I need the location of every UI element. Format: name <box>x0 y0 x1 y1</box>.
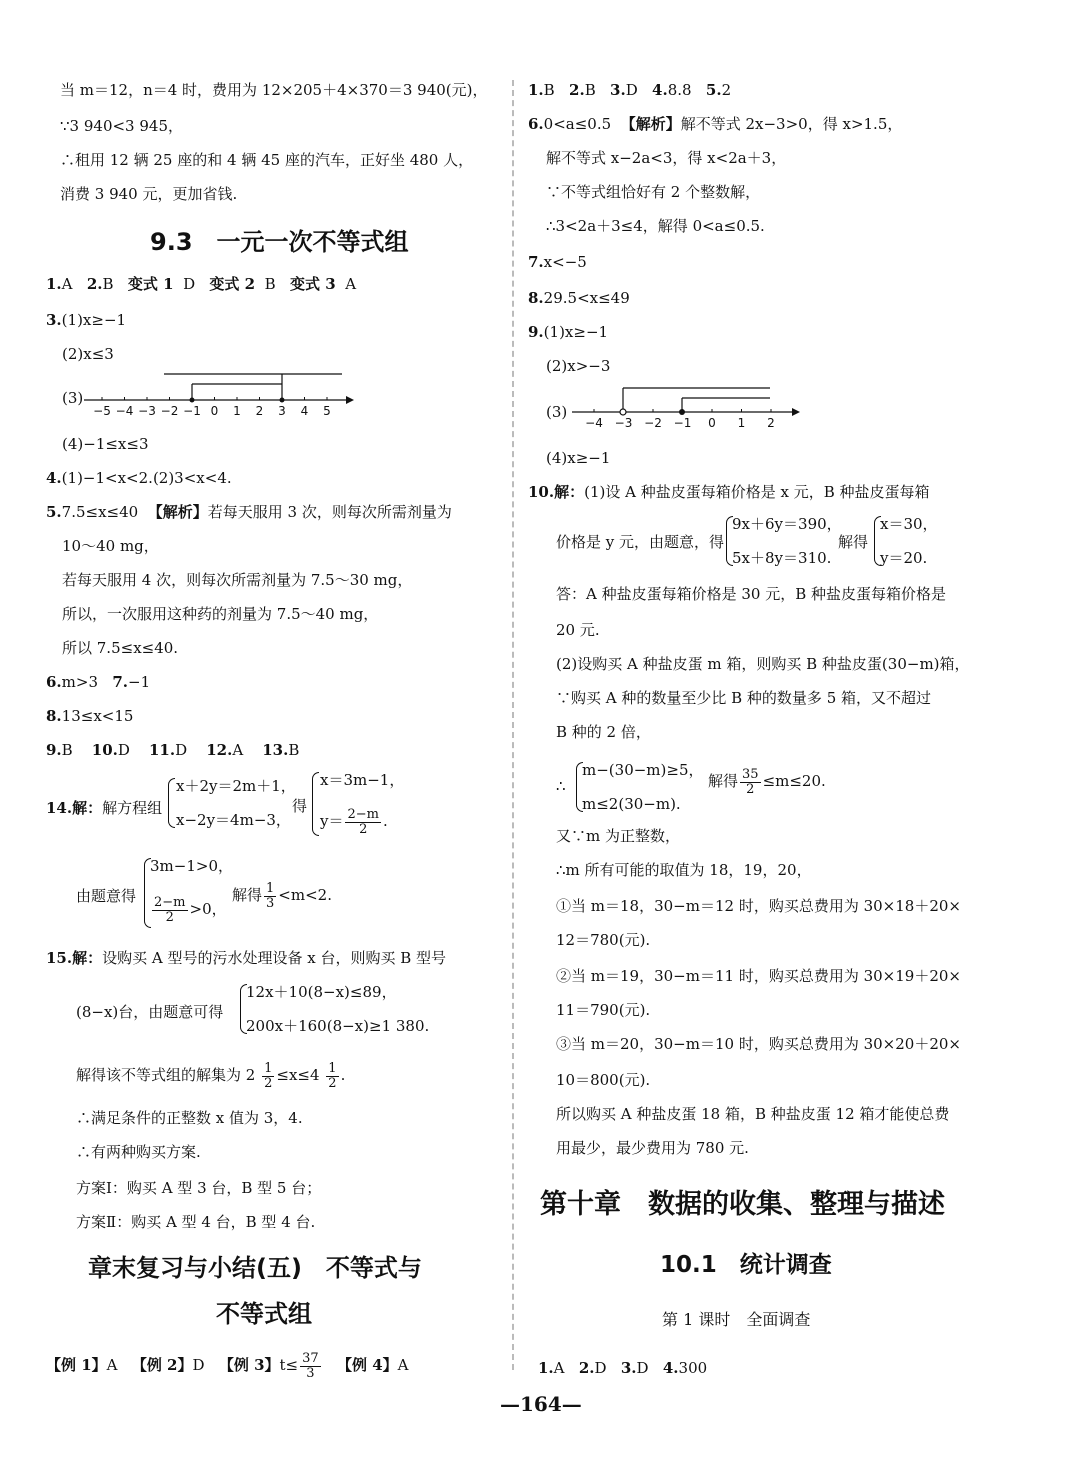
equation: x＝3m−1， <box>320 771 405 789</box>
tick-label: 2 <box>767 416 775 430</box>
tick-label: 2 <box>255 404 264 418</box>
q5-line: 若每天服用 4 次，则每次所需剂量为 7.5～30 mg， <box>62 571 413 589</box>
brace <box>312 772 319 836</box>
point-minus-1 <box>190 398 195 403</box>
intro-line: ∴租用 12 辆 25 座的和 4 辆 45 座的汽车，正好坐 480 人， <box>60 151 474 169</box>
answer-r9-2: (2)x>−3 <box>546 357 611 375</box>
lesson-title: 第 1 课时 全面调查 <box>662 1310 811 1329</box>
tick-label: 1 <box>233 404 241 418</box>
answer-r9-4: (4)x≥−1 <box>546 449 611 467</box>
q5-line: 10～40 mg， <box>62 537 159 555</box>
text: 得 <box>292 797 308 815</box>
review-title: 章末复习与小结(五) 不等式与 <box>88 1254 422 1282</box>
text: 由题意得 <box>76 887 137 905</box>
answer-q5: 5.7.5≤x≤40 【解析】若每天服用 3 次，则每次所需剂量为 <box>46 503 452 521</box>
intro-line: ∵3 940<3 945， <box>60 117 183 135</box>
inequality: 3m−1>0， <box>150 857 233 875</box>
tick-label: −4 <box>585 416 603 430</box>
answer-r10: 10.解：(1)设 A 种盐皮蛋每箱价格是 x 元，B 种盐皮蛋每箱 <box>528 483 930 501</box>
text: 11＝790(元). <box>556 1001 651 1019</box>
answer-row-last: 1.A 2.D 3.D 4.300 <box>538 1359 708 1377</box>
result: 解得 $\frac{35}{2}$ ≤m≤20. <box>708 766 826 797</box>
text: (8−x)台，由题意可得 <box>76 1003 224 1021</box>
inequality: m≤2(30−m). <box>582 795 681 813</box>
tick-label: 1 <box>737 416 746 430</box>
tick-label: −3 <box>138 404 156 418</box>
inequality: 12x＋10(8−x)≤89， <box>246 983 397 1001</box>
text: (2)设购买 A 种盐皮蛋 m 箱，则购买 B 种盐皮蛋(30−m)箱， <box>556 655 970 673</box>
text: 10＝800(元). <box>556 1071 651 1089</box>
text: 所以购买 A 种盐皮蛋 18 箱，B 种盐皮蛋 12 箱才能使总费 <box>556 1105 950 1123</box>
answer-r6: 6.0<a≤0.5 【解析】解不等式 2x−3>0，得 x>1.5， <box>528 115 903 133</box>
text: ∴m 所有可能的取值为 18，19，20， <box>556 861 812 879</box>
text: 12＝780(元). <box>556 931 651 949</box>
solution-set: 解得该不等式组的解集为 2 $\frac{1}{2}$ ≤x≤4 $\frac{1}{2}$ . <box>76 1060 346 1091</box>
answer-r9-1: 9.(1)x≥−1 <box>528 323 609 341</box>
tick-label: 4 <box>300 404 309 418</box>
number-line-2 <box>572 382 800 434</box>
text: ∵购买 A 种的数量至少比 B 种的数量多 5 箱，又不超过 <box>556 689 932 707</box>
text: B 种的 2 倍， <box>556 723 651 741</box>
column-divider <box>512 80 514 1370</box>
tick-label: −3 <box>614 416 633 430</box>
tick-label: 5 <box>323 404 331 418</box>
q5-line: 所以 7.5≤x≤40. <box>62 639 179 657</box>
answer-q14: 14.解：解方程组 <box>46 799 163 817</box>
text: 又∵m 为正整数， <box>556 827 680 845</box>
text: ①当 m＝18，30−m＝12 时，购买总费用为 30×18＋20× <box>556 897 961 915</box>
brace <box>168 778 175 828</box>
text: ∴3<2a＋3≤4，解得 0<a≤0.5. <box>546 217 765 235</box>
tick-label: −2 <box>644 416 662 430</box>
point-minus-1 <box>679 409 685 415</box>
page-number: —164— <box>500 1392 582 1416</box>
answer-row-r1: 1.B 2.B 3.D 4.8.8 5.2 <box>528 81 732 99</box>
answer-r7: 7.x<−5 <box>528 253 587 271</box>
answer-r9-3-label: (3) <box>546 403 568 421</box>
text: 用最少，最少费用为 780 元. <box>556 1139 749 1157</box>
tick-label: −5 <box>93 404 111 418</box>
result: 解得 $\frac{1}{3}$ <m<2. <box>232 880 332 911</box>
text: 方案Ⅱ：购买 A 型 4 台，B 型 4 台. <box>76 1213 316 1231</box>
answer-q3-4: (4)−1≤x≤3 <box>62 435 149 453</box>
tick-label: −1 <box>673 416 692 430</box>
section-title-9-3: 9.3 一元一次不等式组 <box>150 228 409 256</box>
section-title-10-1: 10.1 统计调查 <box>660 1252 832 1278</box>
tick-label: −4 <box>115 404 134 418</box>
inequality: 200x＋160(8−x)≥1 380. <box>246 1017 430 1035</box>
text: 答：A 种盐皮蛋每箱价格是 30 元，B 种盐皮蛋每箱价格是 <box>556 585 947 603</box>
answer-q3-1: 3.(1)x≥−1 <box>46 311 127 329</box>
text: 解得 <box>838 533 869 551</box>
tick-label: −1 <box>183 404 201 418</box>
text: ∴ <box>556 777 566 795</box>
text: ∴有两种购买方案. <box>76 1143 201 1161</box>
point-3 <box>280 398 285 403</box>
equation: x−2y＝4m−3， <box>176 811 291 829</box>
q5-line: 所以，一次服用这种药的剂量为 7.5～40 mg， <box>62 605 379 623</box>
answer-q4: 4.(1)−1<x<2.(2)3<x<4. <box>46 469 232 487</box>
text: 价格是 y 元，由题意，得 <box>556 533 725 551</box>
number-line-1 <box>84 370 354 422</box>
tick-label: 3 <box>278 404 286 418</box>
chapter-title: 第十章 数据的收集、整理与描述 <box>540 1189 945 1220</box>
number-line-arrow <box>792 408 800 416</box>
review-title: 不等式组 <box>216 1300 312 1328</box>
answer-row-q1: 1.A 2.B 变式 1 D 变式 2 B 变式 3 A <box>46 275 357 293</box>
tick-label: 0 <box>210 404 219 418</box>
open-point-minus-3 <box>620 409 626 415</box>
answer-q8: 8.13≤x<15 <box>46 707 134 725</box>
text: 20 元. <box>556 621 600 639</box>
equation: y＝20. <box>880 549 928 567</box>
intro-line: 消费 3 940 元，更加省钱. <box>60 185 238 203</box>
equation: 5x＋8y＝310. <box>732 549 832 567</box>
examples-row: 【例 1】A 【例 2】D 【例 3】t≤ $\frac{37}{3}$ 【例 4】A <box>46 1350 409 1381</box>
tick-label: 0 <box>708 416 716 430</box>
equation: 9x＋6y＝390， <box>732 515 842 533</box>
tick-label: −2 <box>160 404 179 418</box>
number-line-arrow <box>346 396 354 404</box>
answer-q15: 15.解：设购买 A 型号的污水处理设备 x 台，则购买 B 型号 <box>46 949 447 967</box>
answer-q3-2: (2)x≤3 <box>62 345 114 363</box>
text: 解不等式 x−2a<3，得 x<2a＋3， <box>546 149 787 167</box>
text: ∵不等式组恰好有 2 个整数解， <box>546 183 761 201</box>
answer-r8: 8.29.5<x≤49 <box>528 289 630 307</box>
equation: x＋2y＝2m＋1， <box>176 777 296 795</box>
inequality: $\frac{2-m}{2}$ >0， <box>154 894 227 925</box>
equation: y＝ $\frac{2-m}{2}$ . <box>320 806 388 837</box>
text: 方案Ⅰ：购买 A 型 3 台，B 型 5 台； <box>76 1179 322 1197</box>
answer-q6-q7: 6.m>3 7.−1 <box>46 673 151 691</box>
intro-line: 当 m＝12，n＝4 时，费用为 12×205＋4×370＝3 940(元)， <box>60 81 488 99</box>
text: ②当 m＝19，30−m＝11 时，购买总费用为 30×19＋20× <box>556 967 961 985</box>
text: ③当 m＝20，30−m＝10 时，购买总费用为 30×20＋20× <box>556 1035 961 1053</box>
answer-q3-3-label: (3) <box>62 389 84 407</box>
inequality: m−(30−m)≥5， <box>582 761 704 779</box>
answer-q9-q13: 9.B 10.D 11.D 12.A 13.B <box>46 741 300 759</box>
equation: x＝30， <box>880 515 938 533</box>
text: ∴满足条件的正整数 x 值为 3，4. <box>76 1109 303 1127</box>
